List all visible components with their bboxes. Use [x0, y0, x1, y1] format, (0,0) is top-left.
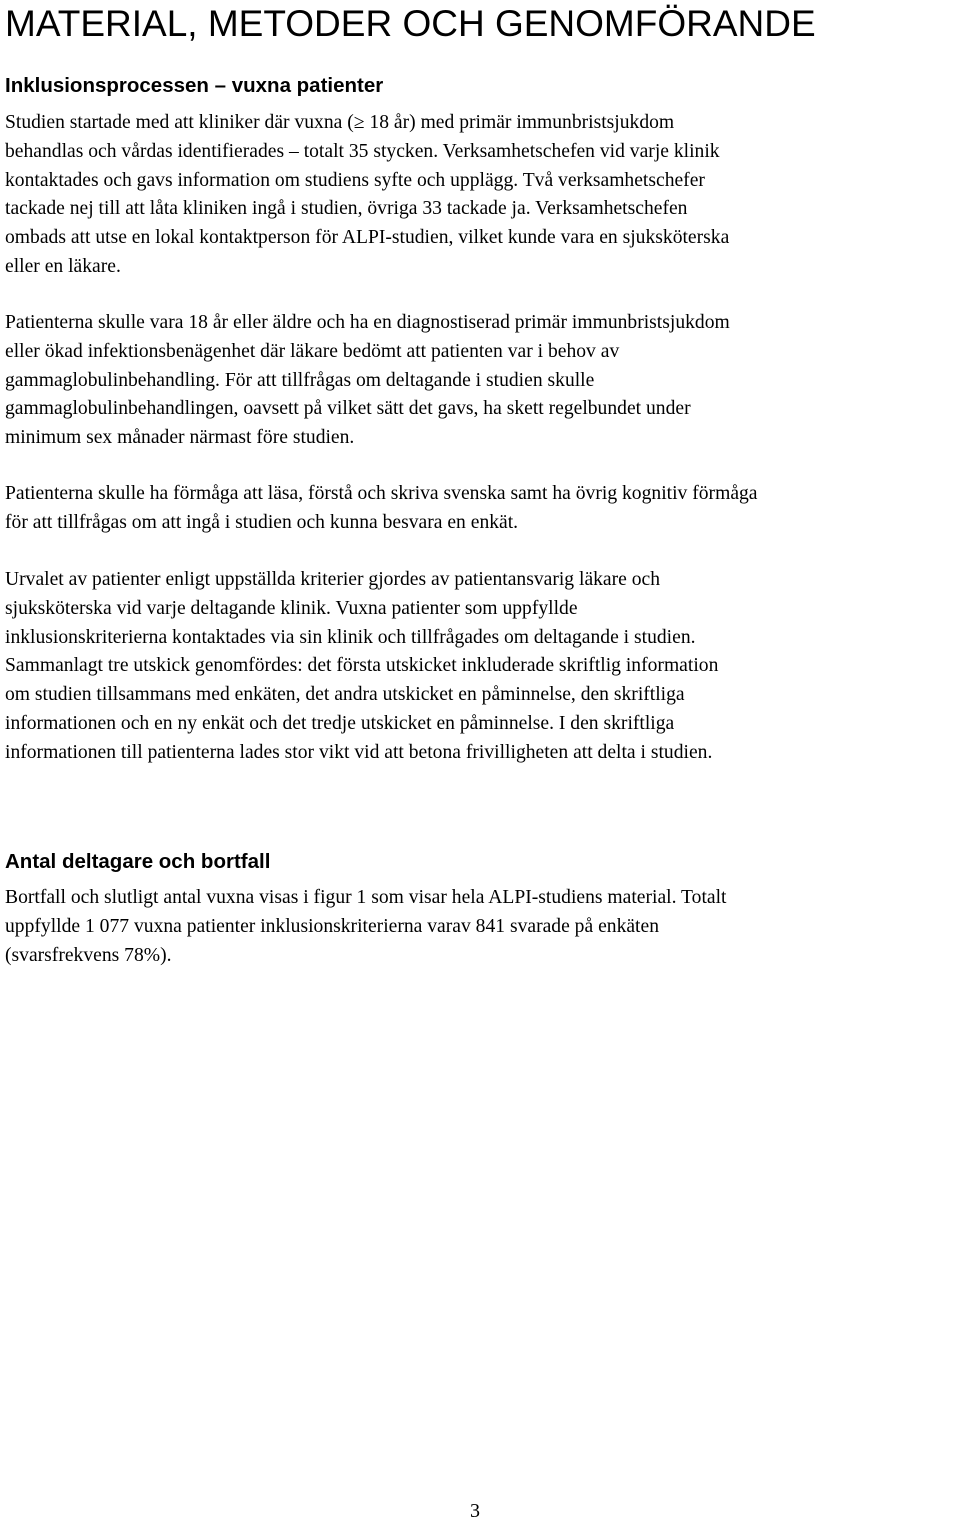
text-line: informationen och en ny enkät och det tredje utskicket en påminnelse. I den skriftliga — [5, 712, 675, 734]
text-line: om studien tillsammans med enkäten, det andra utskicket en påminnelse, den skriftliga — [5, 684, 685, 706]
text-line: behandlas och vårdas identifierades – totalt 35 stycken. Verksamhetschefen vid varje klinik — [5, 140, 720, 162]
text-line: eller en läkare. — [5, 255, 121, 277]
paragraph-patient-criteria — [5, 309, 730, 453]
text-line: sjuksköterska vid varje deltagande klinik. Vuxna patienter som uppfyllde — [5, 597, 578, 619]
text-line: uppfyllde 1 077 vuxna patienter inklusionskriterierna varav 841 svarade på enkäten — [5, 915, 659, 937]
text-line: gammaglobulinbehandlingen, oavsett på vilket sätt det gavs, ha skett regelbundet under — [5, 398, 691, 420]
paragraph-participants-dropout — [5, 884, 726, 970]
text-line: Studien startade med att kliniker där vuxna (≥ 18 år) med primär immunbristsjukdom — [5, 112, 675, 133]
text-line: inklusionskriterierna kontaktades via sin klinik och tillfrågades om deltagande i studien. — [5, 626, 696, 648]
paragraph-language-ability — [5, 480, 758, 538]
text-line: för att tillfrågas om att ingå i studien och kunna besvara en enkät. — [5, 511, 519, 533]
text-line: tackade nej till att låta kliniken ingå i studien, övriga 33 tackade ja. Verksamhetschefen — [5, 198, 688, 220]
paragraph-study-start — [5, 109, 729, 282]
text-line: minimum sex månader närmast före studien. — [5, 427, 355, 449]
text-line: Patienterna skulle ha förmåga att läsa, förstå och skriva svenska samt ha övrig kognitiv förmåga — [5, 483, 758, 504]
paragraph-selection-mailings — [5, 566, 718, 768]
text-line: Sammanlagt tre utskick genomfördes: det första utskicket inkluderade skriftlig information — [5, 655, 719, 677]
text-line: ombads att utse en lokal kontaktperson för ALPI-studien, vilket kunde vara en sjuksköterska — [5, 227, 730, 249]
section-heading-antal-deltagare: Antal deltagare och bortfall — [5, 850, 271, 873]
text-line: informationen till patienterna lades stor vikt vid att betona frivilligheten att delta i studien. — [5, 741, 713, 763]
page-title: MATERIAL, METODER OCH GENOMFÖRANDE — [5, 3, 816, 44]
text-line: Urvalet av patienter enligt uppställda kriterier gjordes av patientansvarig läkare och — [5, 569, 661, 590]
section-heading-inklusionsprocessen: Inklusionsprocessen – vuxna patienter — [5, 74, 384, 97]
page-number: 3 — [470, 1500, 480, 1522]
text-line: eller ökad infektionsbenägenhet där läkare bedömt att patienten var i behov av — [5, 340, 620, 362]
text-line: (svarsfrekvens 78%). — [5, 944, 172, 966]
text-line: Patienterna skulle vara 18 år eller äldre och ha en diagnostiserad primär immunbristsjukdom — [5, 312, 730, 333]
text-line: kontaktades och gavs information om studiens syfte och upplägg. Två verksamhetschefer — [5, 169, 705, 191]
text-line: gammaglobulinbehandling. För att tillfrågas om deltagande i studien skulle — [5, 369, 595, 391]
text-line: Bortfall och slutligt antal vuxna visas i figur 1 som visar hela ALPI-studiens material. Totalt — [5, 887, 727, 908]
